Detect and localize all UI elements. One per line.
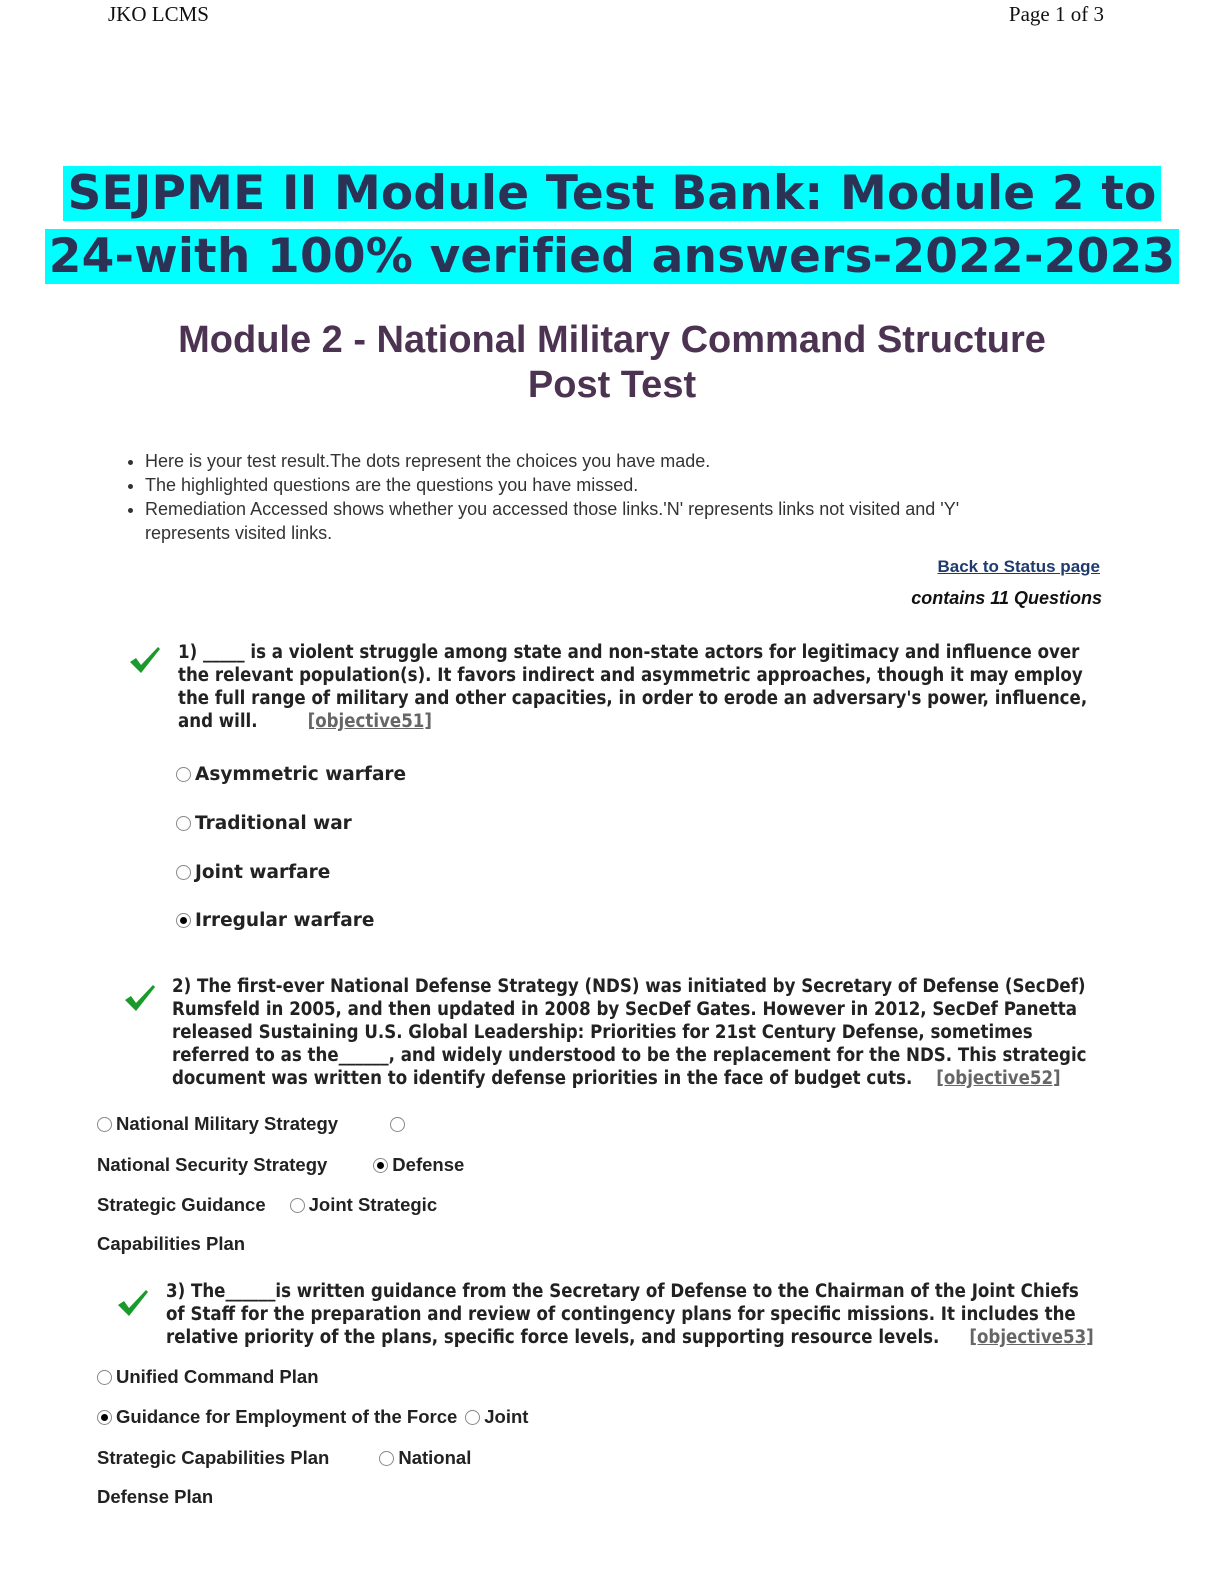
radio-button[interactable] bbox=[176, 816, 191, 831]
answer-option[interactable] bbox=[176, 862, 330, 883]
option-label: Irregular warfare bbox=[195, 910, 375, 931]
question-text: referred to as the______, and widely understood to be the replacement for the NDS. This strategic bbox=[172, 1045, 1087, 1066]
correct-check-icon bbox=[128, 645, 162, 675]
radio-button-selected[interactable] bbox=[176, 913, 191, 928]
answer-option[interactable] bbox=[290, 1194, 438, 1216]
question-text: and will. bbox=[178, 711, 258, 732]
question-text: 2) The first-ever National Defense Strategy (NDS) was initiated by Secretary of Defense (SecDef) bbox=[172, 976, 1086, 997]
question-text: of Staff for the preparation and review of contingency plans for specific missions. It includes the bbox=[166, 1304, 1076, 1325]
question-text: Rumsfeld in 2005, and then updated in 2008 by SecDef Gates. However in 2012, SecDef Panetta bbox=[172, 999, 1077, 1020]
module-heading-line-1: Module 2 - National Military Command Structure bbox=[178, 319, 1046, 361]
question-text: released Sustaining U.S. Global Leadership: Priorities for 21st Century Defense, sometimes bbox=[172, 1022, 1033, 1043]
question-1 bbox=[178, 641, 1087, 733]
question-text: document was written to identify defense priorities in the face of budget cuts. bbox=[172, 1068, 913, 1089]
option-label-continued: Strategic Guidance bbox=[97, 1194, 266, 1215]
question-count: contains 11 Questions bbox=[911, 588, 1102, 608]
instruction-item: • Here is your test result.The dots represent the choices you have made. bbox=[145, 449, 1045, 473]
option-label-continued: Defense Plan bbox=[97, 1486, 214, 1507]
answer-option[interactable] bbox=[97, 1366, 319, 1388]
option-label: Asymmetric warfare bbox=[195, 764, 407, 785]
answer-option[interactable] bbox=[176, 813, 352, 834]
radio-button[interactable] bbox=[379, 1451, 394, 1466]
question-3 bbox=[166, 1280, 1094, 1349]
option-label: Joint warfare bbox=[195, 862, 331, 883]
options-row bbox=[97, 1194, 437, 1216]
options-row bbox=[97, 1447, 471, 1469]
correct-check-icon bbox=[123, 983, 157, 1013]
instruction-item: • The highlighted questions are the questions you have missed. bbox=[145, 473, 1045, 497]
instructions-list bbox=[105, 449, 1045, 545]
options-row bbox=[97, 1154, 464, 1176]
options-row bbox=[97, 1406, 528, 1428]
objective-link[interactable]: [objective52] bbox=[936, 1068, 1061, 1089]
radio-button[interactable] bbox=[97, 1370, 112, 1385]
option-label-continued: Capabilities Plan bbox=[97, 1233, 246, 1254]
question-text: the full range of military and other capacities, in order to erode an adversary's power, influence, bbox=[178, 688, 1088, 709]
options-row bbox=[97, 1113, 409, 1135]
question-text: relative priority of the plans, specific force levels, and supporting resource levels. bbox=[166, 1327, 940, 1348]
objective-link[interactable]: [objective53] bbox=[969, 1327, 1094, 1348]
radio-button-selected[interactable] bbox=[373, 1158, 388, 1173]
answer-option[interactable] bbox=[390, 1117, 409, 1132]
instruction-text: Remediation Accessed shows whether you accessed those links.'N' represents links not visited and 'Y' bbox=[145, 499, 960, 519]
option-label: Defense bbox=[392, 1154, 465, 1175]
radio-button[interactable] bbox=[465, 1410, 480, 1425]
question-text: 1) _____ is a violent struggle among state and non-state actors for legitimacy and influence over bbox=[178, 642, 1080, 663]
option-label: Joint bbox=[484, 1406, 529, 1427]
option-label: Joint Strategic bbox=[308, 1194, 438, 1215]
answer-option[interactable] bbox=[176, 764, 406, 785]
back-to-status-link[interactable]: Back to Status page bbox=[937, 557, 1100, 576]
question-text: 3) The______is written guidance from the Secretary of Defense to the Chairman of the Joint Chiefs bbox=[166, 1281, 1079, 1302]
radio-button[interactable] bbox=[176, 865, 191, 880]
objective-link[interactable]: [objective51] bbox=[307, 711, 432, 732]
instruction-item bbox=[145, 497, 1045, 545]
option-label: Traditional war bbox=[195, 813, 352, 834]
option-label: Guidance for Employment of the Force bbox=[116, 1406, 458, 1427]
instruction-text: represents visited links. bbox=[145, 523, 333, 543]
title-line-2: 24-with 100% verified answers-2022-2023 bbox=[45, 229, 1180, 284]
document-title bbox=[0, 162, 1224, 288]
answer-option[interactable] bbox=[379, 1447, 471, 1469]
module-heading-line-2: Post Test bbox=[527, 364, 697, 406]
options-row bbox=[97, 1366, 319, 1388]
option-label: National Military Strategy bbox=[116, 1113, 339, 1134]
title-line-1: SEJPME II Module Test Bank: Module 2 to bbox=[63, 166, 1160, 221]
option-label-continued: Strategic Capabilities Plan bbox=[97, 1447, 330, 1468]
options-row bbox=[97, 1486, 213, 1508]
question-2 bbox=[172, 975, 1087, 1090]
radio-button[interactable] bbox=[97, 1117, 112, 1132]
option-label: Unified Command Plan bbox=[116, 1366, 319, 1387]
module-heading bbox=[0, 318, 1224, 408]
answer-option-selected[interactable] bbox=[373, 1154, 464, 1176]
page-number: Page 1 of 3 bbox=[1008, 2, 1104, 26]
correct-check-icon bbox=[116, 1288, 150, 1318]
radio-button[interactable] bbox=[390, 1117, 405, 1132]
header-left: JKO LCMS bbox=[108, 2, 209, 26]
option-label-continued: National Security Strategy bbox=[97, 1154, 328, 1175]
answer-option-selected[interactable] bbox=[176, 910, 374, 931]
options-row bbox=[97, 1233, 245, 1255]
answer-option-selected[interactable] bbox=[97, 1406, 457, 1428]
option-label: National bbox=[398, 1447, 472, 1468]
radio-button[interactable] bbox=[176, 767, 191, 782]
answer-option[interactable] bbox=[465, 1406, 528, 1428]
radio-button[interactable] bbox=[290, 1198, 305, 1213]
answer-option[interactable] bbox=[97, 1113, 338, 1135]
radio-button-selected[interactable] bbox=[97, 1410, 112, 1425]
question-text: the relevant population(s). It favors indirect and asymmetric approaches, though it may employ bbox=[178, 665, 1083, 686]
